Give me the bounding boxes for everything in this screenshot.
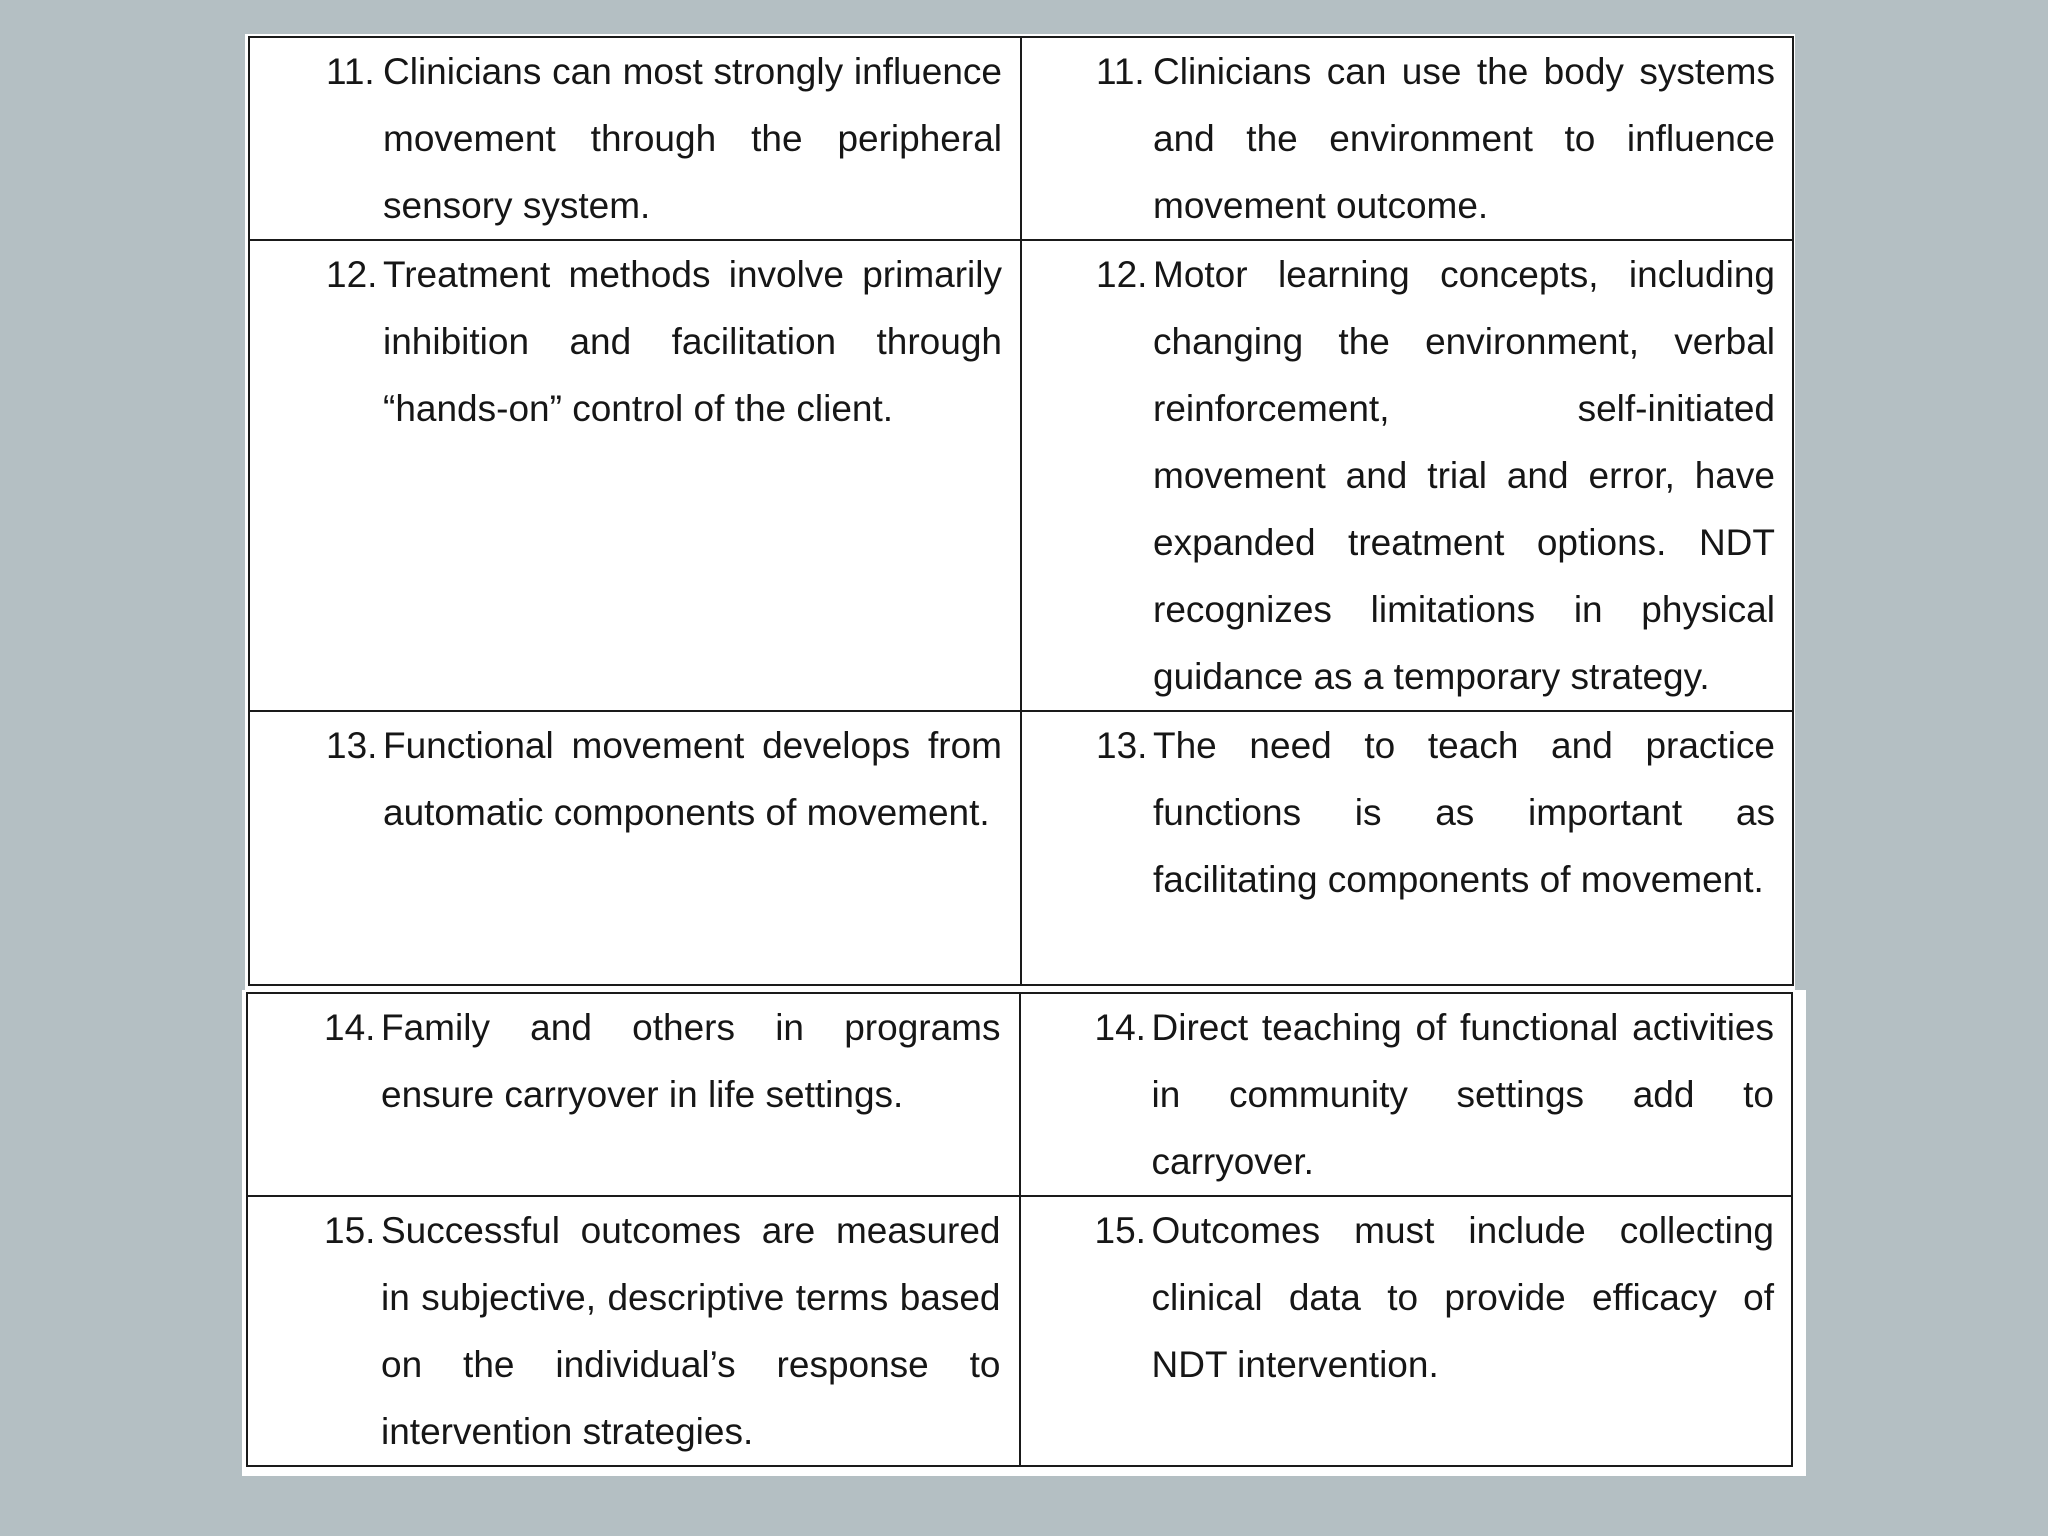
item-number: 11. (326, 51, 375, 92)
table-cell-right (1021, 37, 1793, 240)
list-item (248, 1197, 1019, 1465)
item-number: 12. (1096, 254, 1148, 295)
table-row (249, 711, 1793, 985)
item-number: 13. (1096, 725, 1148, 766)
list-item (250, 712, 1020, 846)
table-cell-right (1021, 240, 1793, 711)
item-number: 11. (1096, 51, 1145, 92)
item-number: 14. (1094, 1007, 1146, 1048)
table-row (249, 240, 1793, 711)
comparison-table-bottom (246, 992, 1793, 1467)
table-cell-right (1021, 711, 1793, 985)
list-item (1022, 38, 1792, 239)
list-item (1022, 712, 1792, 913)
list-item (250, 241, 1020, 442)
table-cell-right (1020, 1196, 1793, 1466)
comparison-table-top (248, 36, 1794, 986)
table-cell-left (249, 240, 1021, 711)
table-cell-left (247, 993, 1020, 1196)
item-number: 15. (1094, 1210, 1146, 1251)
item-number: 14. (324, 1007, 376, 1048)
list-item (248, 994, 1019, 1128)
item-number: 13. (326, 725, 378, 766)
list-item (1021, 1197, 1792, 1398)
item-text: Treatment methods involve primarily inhibition and facilitation through “hands-on” control of the client. (383, 254, 1002, 429)
list-item (1022, 241, 1792, 710)
item-text: Clinicians can most strongly influence movement through the peripheral sensory system. (383, 51, 1002, 226)
table-cell-right (1020, 993, 1793, 1196)
item-number: 12. (326, 254, 378, 295)
item-text: Direct teaching of functional activities in community settings add to carryover. (1151, 1007, 1774, 1182)
table-cell-left (247, 1196, 1020, 1466)
table-row (247, 1196, 1792, 1466)
table-row (249, 37, 1793, 240)
table-cell-left (249, 37, 1021, 240)
item-text: Motor learning concepts, including changing the environment, verbal reinforcement, self-initiated movement and trial and error, have expanded treatment options. NDT recognizes limitations in physical guidance as a temporary strategy. (1153, 254, 1775, 697)
list-item (250, 38, 1020, 239)
item-number: 15. (324, 1210, 376, 1251)
list-item (1021, 994, 1792, 1195)
item-text: Family and others in programs ensure carryover in life settings. (381, 1007, 1001, 1115)
item-text: Outcomes must include collecting clinical data to provide efficacy of NDT intervention. (1151, 1210, 1774, 1385)
item-text: Functional movement develops from automatic components of movement. (383, 725, 1002, 833)
table-row (247, 993, 1792, 1196)
item-text: Clinicians can use the body systems and the environment to influence movement outcome. (1153, 51, 1775, 226)
table-cell-left (249, 711, 1021, 985)
item-text: The need to teach and practice functions is as important as facilitating components of movement. (1153, 725, 1775, 900)
item-text: Successful outcomes are measured in subjective, descriptive terms based on the individual’s response to intervention strategies. (381, 1210, 1001, 1452)
